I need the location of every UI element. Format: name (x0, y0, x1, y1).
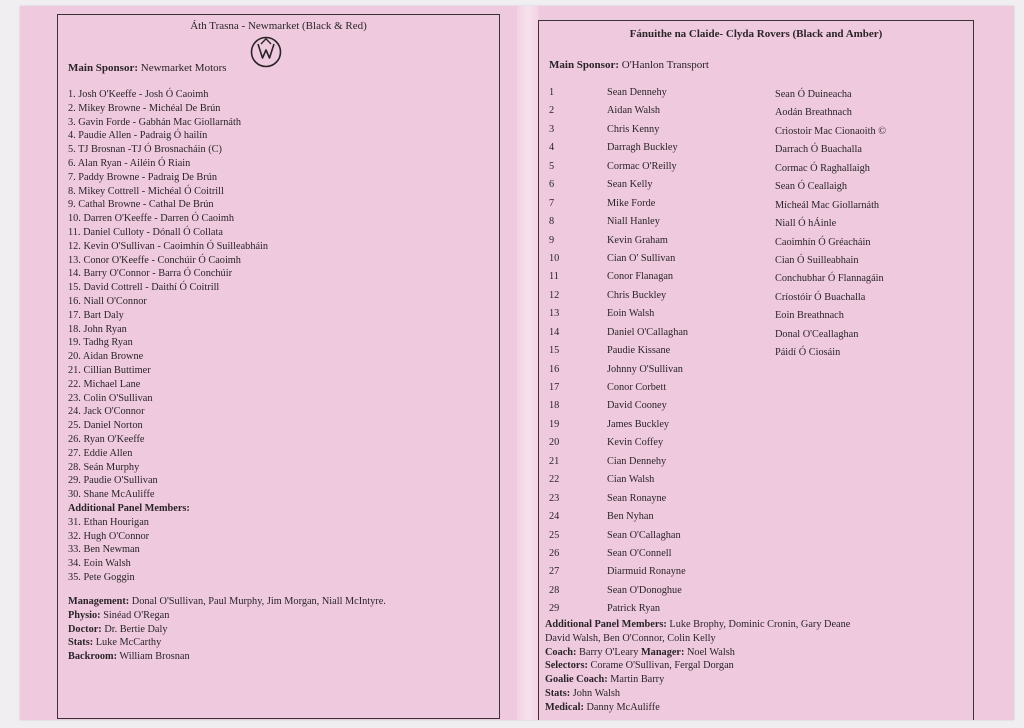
player-name-english: Aidan Walsh (607, 105, 661, 117)
player-number: 21 (549, 455, 560, 467)
clyda-rovers-title: Fánuithe na Claide- Clyda Rovers (Black and Amber) (629, 28, 883, 40)
player-row: 15. David Cottrell - Daithí Ó Coitrill (68, 282, 220, 294)
player-number: 29 (549, 603, 560, 615)
player-number: 4 (549, 142, 555, 154)
player-name-english: Chris Kenny (607, 123, 660, 135)
player-row: 3. Gavin Forde - Gabhán Mac Giollarnáth (68, 116, 241, 128)
player-name-irish: Páidí Ó Ciosáin (775, 347, 841, 359)
player-number: 28 (549, 584, 560, 596)
newmarket-panel (57, 14, 500, 719)
player-row: 17. Bart Daly (68, 309, 124, 321)
player-name-irish: Caoimhín Ó Gréacháin (775, 236, 871, 248)
player-row: 19. Tadhg Ryan (68, 337, 133, 349)
player-number: 6 (549, 179, 555, 191)
clyda-rovers-panel (538, 20, 974, 720)
player-number: 9 (549, 234, 555, 246)
player-number: 11 (549, 271, 559, 283)
player-name-irish: Donal O'Ceallaghan (775, 328, 859, 340)
player-row: 1. Josh O'Keeffe - Josh Ó Caoimh (68, 89, 209, 100)
player-name-english: Chris Buckley (607, 289, 667, 301)
player-name-english: Diarmuid Ronayne (607, 566, 686, 578)
player-row: 8. Mikey Cottrell - Michéal Ó Coitrill (68, 185, 224, 197)
player-row: 21. Cillian Buttimer (68, 364, 151, 376)
player-number: 8 (549, 216, 555, 228)
player-name-irish: Sean Ó Ceallaigh (775, 181, 848, 193)
player-name-english: Cian Walsh (607, 474, 655, 486)
player-number: 19 (549, 418, 560, 430)
player-name-english: Eoin Walsh (607, 308, 655, 320)
player-row: 2. Mikey Browne - Michéal De Brún (68, 102, 221, 114)
player-row: 16. Niall O'Connor (68, 295, 147, 307)
management-line: Management: Donal O'Sullivan, Paul Murphy, Jim Morgan, Niall McIntyre. (68, 596, 386, 607)
player-name-english: James Buckley (607, 418, 670, 430)
player-number: 12 (549, 289, 560, 301)
clyda-rovers-staff (545, 618, 965, 715)
player-name-irish: Conchubhar Ó Flannagáin (775, 273, 884, 285)
player-row: 26. Ryan O'Keeffe (68, 433, 145, 445)
medical-line: Medical: Danny McAuliffe (545, 701, 660, 713)
sponsor-name: Newmarket Motors (140, 62, 227, 74)
player-name-irish: Eoin Breathnach (775, 310, 844, 322)
player-row: 29. Paudie O'Sullivan (68, 475, 158, 487)
player-name-english: Sean Kelly (607, 179, 653, 191)
player-name-english: David Cooney (607, 400, 667, 412)
player-number: 10 (549, 252, 560, 264)
player-row: 10. Darren O'Keeffe - Darren Ó Caoimh (68, 213, 235, 225)
player-row: 7. Paddy Browne - Padraig De Brún (68, 171, 217, 183)
player-name-irish: Cormac Ó Raghallaigh (775, 162, 870, 174)
player-number: 18 (549, 400, 560, 412)
player-number: 25 (549, 529, 560, 541)
player-name-english: Niall Hanley (607, 216, 660, 228)
doctor-line: Doctor: Dr. Bertie Daly (68, 623, 168, 635)
player-name-english: Darragh Buckley (607, 142, 678, 154)
player-number: 3 (549, 123, 555, 135)
player-name-english: Patrick Ryan (607, 603, 661, 615)
player-name-irish: Aodán Breathnach (775, 107, 852, 119)
player-name-english: Cian O' Sullivan (607, 252, 676, 264)
player-name-english: Kevin Graham (607, 234, 668, 246)
player-name-irish: Darrach Ó Buachalla (775, 144, 862, 156)
player-row: 14. Barry O'Connor - Barra Ó Conchúir (68, 268, 232, 280)
player-row: 9. Cathal Browne - Cathal De Brún (68, 199, 214, 211)
player-number: 23 (549, 492, 560, 504)
additional-player-row: 32. Hugh O'Connor (68, 530, 150, 542)
additional-panel-heading: Additional Panel Members: (68, 502, 190, 514)
player-name-english: Sean Ronayne (607, 492, 667, 504)
additional-panel-line: Additional Panel Members: Luke Brophy, Dominic Cronin, Gary Deane (545, 619, 851, 630)
player-name-english: Kevin Coffey (607, 437, 664, 449)
player-row: 27. Eddie Allen (68, 447, 133, 459)
player-name-english: Johnny O'Sullivan (607, 363, 683, 375)
player-name-english: Daniel O'Callaghan (607, 326, 689, 338)
player-name-english: Sean Dennehy (607, 87, 667, 98)
player-name-english: Mike Forde (607, 197, 656, 209)
backroom-line: Backroom: William Brosnan (68, 651, 190, 663)
stats-line: Stats: Luke McCarthy (68, 637, 162, 649)
player-name-english: Sean O'Callaghan (607, 529, 681, 541)
newmarket-staff (68, 595, 386, 664)
player-number: 20 (549, 437, 560, 449)
player-number: 2 (549, 105, 555, 117)
player-row: 18. John Ryan (68, 323, 127, 335)
sponsor-label: Main Sponsor: (549, 59, 619, 71)
player-number: 27 (549, 566, 560, 578)
goalie-coach-line: Goalie Coach: Martin Barry (545, 674, 665, 686)
sponsor-label: Main Sponsor: (68, 62, 138, 74)
newmarket-title: Áth Trasna - Newmarket (Black & Red) (190, 20, 367, 32)
player-name-irish: Sean Ó Duineacha (775, 89, 852, 100)
player-name-english: Paudie Kissane (607, 345, 671, 357)
player-name-irish: Cian Ó Suilleabhain (775, 254, 859, 266)
selectors-line: Selectors: Corame O'Sullivan, Fergal Dorgan (545, 660, 734, 672)
additional-panel-continued: David Walsh, Ben O'Connor, Colin Kelly (545, 632, 716, 644)
additional-player-row: 35. Pete Goggin (68, 571, 135, 583)
player-number: 24 (549, 511, 560, 523)
volkswagen-logo-icon (250, 36, 282, 68)
player-row: 22. Michael Lane (68, 378, 141, 390)
newmarket-sponsor (68, 62, 227, 74)
player-name-english: Ben Nyhan (607, 511, 654, 523)
player-name-irish: Criostoir Mac Cionaoith © (775, 125, 887, 137)
player-number: 15 (549, 345, 560, 357)
coach-manager-line: Coach: Barry O'Leary Manager: Noel Walsh (545, 646, 735, 658)
player-name-english: Cormac O'Reilly (607, 160, 677, 172)
player-row: 4. Paudie Allen - Padraig Ó hailín (68, 130, 208, 142)
player-row: 24. Jack O'Connor (68, 406, 145, 418)
additional-player-row: 33. Ben Newman (68, 544, 140, 556)
player-name-english: Conor Corbett (607, 382, 667, 393)
player-row: 20. Aidan Browne (68, 351, 144, 363)
player-name-english: Cian Dennehy (607, 455, 667, 467)
player-number: 22 (549, 474, 560, 486)
player-row: 12. Kevin O'Sullivan - Caoimhín Ó Suilleabháin (68, 240, 269, 252)
player-number: 5 (549, 160, 555, 172)
newmarket-player-list (68, 88, 268, 585)
player-name-irish: Niall Ó hÁinle (775, 218, 837, 230)
player-row: 5. TJ Brosnan -TJ Ó Brosnacháin (C) (68, 144, 222, 156)
stats-line: Stats: John Walsh (545, 687, 621, 699)
additional-player-row: 31. Ethan Hourigan (68, 516, 149, 528)
player-row: 6. Alan Ryan - Ailéin Ó Riain (68, 157, 191, 169)
clyda-rovers-sponsor (549, 59, 709, 71)
physio-line: Physio: Sinéad O'Regan (68, 609, 170, 621)
player-number: 26 (549, 547, 560, 559)
player-row: 30. Shane McAuliffe (68, 489, 155, 501)
sponsor-name: O'Hanlon Transport (621, 59, 709, 71)
paper-fold (517, 6, 539, 720)
player-name-irish: Mícheál Mac Giollarnáth (775, 199, 880, 211)
player-row: 25. Daniel Norton (68, 420, 143, 432)
player-number: 7 (549, 197, 555, 209)
player-number: 14 (549, 326, 560, 338)
player-number: 16 (549, 363, 560, 375)
player-name-english: Sean O'Connell (607, 547, 672, 559)
player-name-irish: Críostóir Ó Buachalla (775, 291, 866, 303)
player-row: 11. Daniel Culloty - Dónall Ó Collata (68, 226, 223, 238)
player-name-english: Conor Flanagan (607, 271, 674, 283)
player-number: 1 (549, 87, 555, 98)
additional-player-row: 34. Eoin Walsh (68, 558, 131, 570)
player-row: 23. Colin O'Sullivan (68, 392, 153, 404)
player-number: 13 (549, 308, 560, 320)
player-row: 28. Seán Murphy (68, 461, 140, 473)
programme-sheet (20, 6, 1014, 720)
player-row: 13. Conor O'Keeffe - Conchúir Ó Caoimh (68, 254, 241, 266)
player-name-english: Sean O'Donoghue (607, 584, 682, 596)
player-number: 17 (549, 382, 560, 393)
